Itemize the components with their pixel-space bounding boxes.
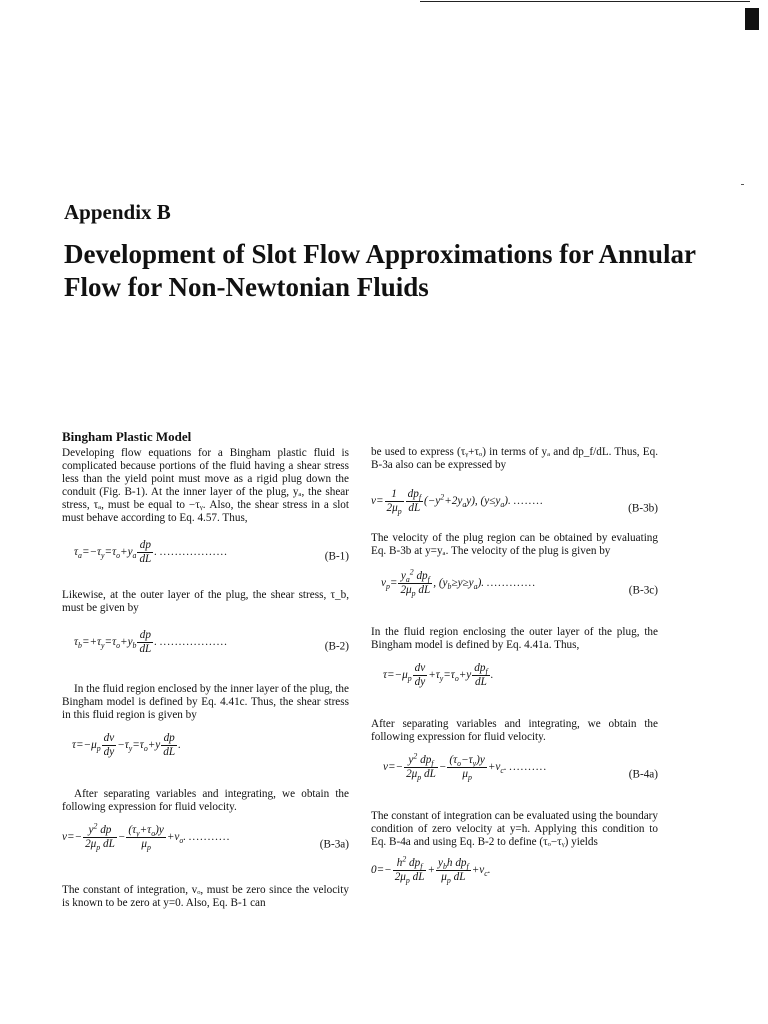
right-column <box>371 446 658 899</box>
equation-b1: $\tau_a=-\tau_y=\tau_o+y_a$ $\frac{dp}{dL}$ . .................. (B-1) <box>74 539 349 565</box>
paragraph: The constant of integration can be evaluated using the boundary condition of zero velocity at y=h. Applying this condition to Eq. B-4a and using Eq. B-2 to define (τₒ−τᵧ) yields <box>371 810 658 848</box>
equation-b4a: v=− $\frac{y^2 dp_f}{2\mu_p dL}$ − $\frac{(\tau_o-\tau_y)y}{\mu_p}$ $+v_c$. .......... (B-4a) <box>383 751 658 783</box>
page-title: Development of Slot Flow Approximations for Annular Flow for Non-Newtonian Fluids <box>64 239 696 302</box>
equation-b3b: v= $\frac{1}{2\mu_p}$ $\frac{dp_f}{dL}$ $(-y^2+2y_ay)$, $(y\le y_a)$. ........ (B-3b) <box>371 488 658 517</box>
paragraph: In the fluid region enclosed by the inner layer of the plug, the Bingham model is defined by Eq. 4.41c. Thus, the shear stress in this fluid region is given by <box>62 683 349 721</box>
equation-shear-outer: $\tau=-\mu_p$ $\frac{dv}{dy}$ $+\tau_y=\tau_o+y$ $\frac{dp_f}{dL}$ . <box>383 662 494 688</box>
appendix-label: Appendix B <box>64 200 171 224</box>
corner-mark <box>745 8 759 30</box>
equation-shear-inner: $\tau=-\mu_p$ $\frac{dv}{dy}$ $-\tau_y=\tau_o+y$ $\frac{dp}{dL}$ . <box>72 732 181 758</box>
equation-b2: $\tau_b=+\tau_y=\tau_o+y_b$ $\frac{dp}{dL}$ . .................. (B-2) <box>74 629 349 655</box>
left-column <box>62 430 349 910</box>
equation-label: (B-3a) <box>319 838 349 851</box>
equation-label: (B-3c) <box>628 584 658 597</box>
equation-boundary: 0=− $\frac{h^2 dp_f}{2\mu_p dL}$ + $\frac{y_bh dp_f}{\mu_p dL}$ $+v_c$. <box>371 854 491 886</box>
equation-b3c: $v_p=$ $\frac{y_a^2 dp_f}{2\mu_p dL}$ , $(y_b\ge y\ge y_a)$. ............. (B-3c) <box>381 567 658 599</box>
paragraph: After separating variables and integrating, we obtain the following expression for fluid velocity. <box>62 788 349 813</box>
margin-tick <box>741 184 744 185</box>
equation-label: (B-1) <box>324 550 349 563</box>
top-rule <box>420 1 750 2</box>
paragraph: be used to express (τᵧ+τₒ) in terms of yₐ and dp_f/dL. Thus, Eq. B-3a also can be expressed by <box>371 446 658 471</box>
section-heading: Bingham Plastic Model <box>62 429 192 444</box>
equation-label: (B-4a) <box>628 768 658 781</box>
paragraph: Developing flow equations for a Bingham plastic fluid is complicated because portions of the fluid having a shear stress less than the yield point must move as a rigid plug down the conduit (Fig. B-1). At the inner layer of the plug, yₐ, the shear stress, τₐ, must be equal to −τᵧ. Also, the shear stress in a slot must behave according to Eq. 4.57. Thus, <box>62 447 349 524</box>
paragraph: The constant of integration, vₒ, must be zero since the velocity is known to be zero at y=0. Also, Eq. B-1 can <box>62 884 349 909</box>
paragraph: In the fluid region enclosing the outer layer of the plug, the Bingham model is defined by Eq. 4.41a. Thus, <box>371 626 658 651</box>
paragraph: The velocity of the plug region can be obtained by evaluating Eq. B-3b at y=yₐ. The velocity of the plug is given by <box>371 532 658 557</box>
equation-label: (B-3b) <box>628 502 658 515</box>
equation-label: (B-2) <box>324 640 349 653</box>
equation-b3a: v=− $\frac{y^2 dp}{2\mu_p dL}$ − $\frac{(\tau_y+\tau_o)y}{\mu_p}$ $+v_o$. ........... (B-3a) <box>62 821 349 853</box>
paragraph: After separating variables and integrating, we obtain the following expression for fluid velocity. <box>371 718 658 743</box>
paragraph: Likewise, at the outer layer of the plug, the shear stress, τ_b, must be given by <box>62 589 349 614</box>
